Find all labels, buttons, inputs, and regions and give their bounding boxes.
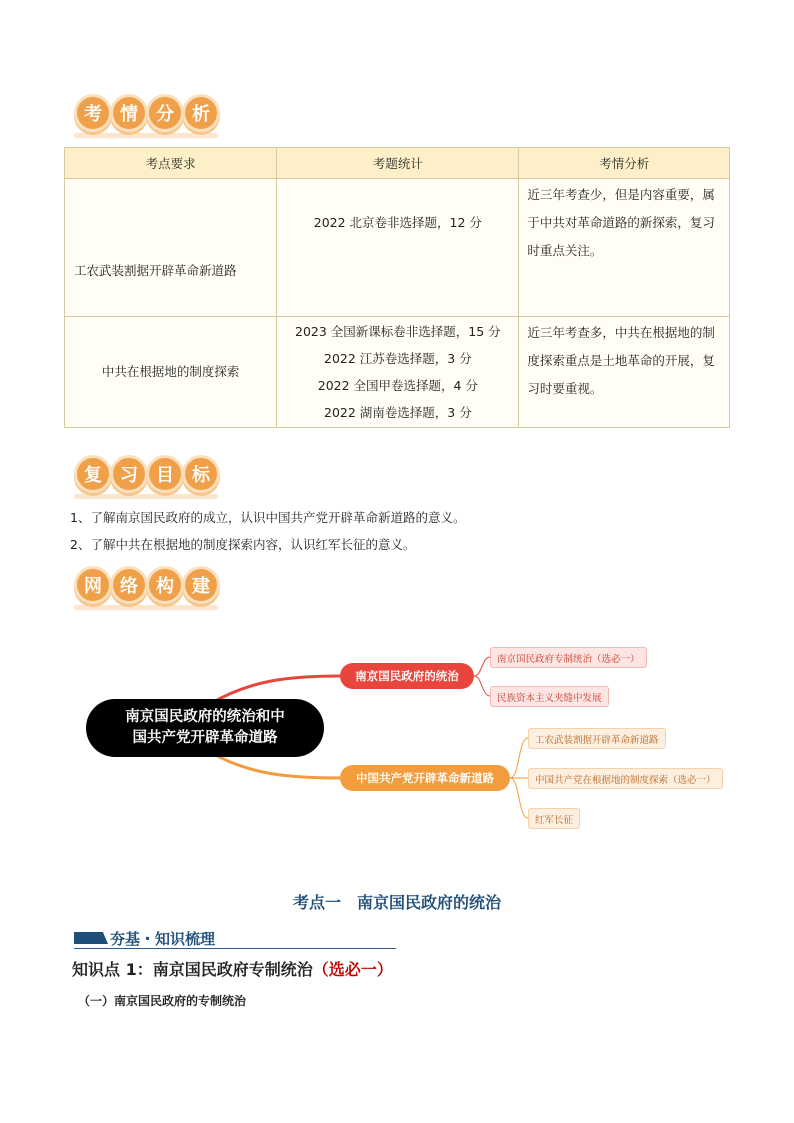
heading-char: 复: [74, 455, 112, 493]
objective-item: 1、了解南京国民政府的成立，认识中国共产党开辟革命新道路的意义。: [70, 510, 466, 525]
table-cell-req: 中共在根据地的制度探索: [65, 317, 277, 428]
mindmap-root-line: 国共产党开辟革命道路: [132, 730, 278, 746]
mindmap-leaf: 民族资本主义夹缝中发展: [490, 686, 609, 707]
mindmap-leaf: 南京国民政府专制统治（选必一）: [490, 647, 647, 668]
heading-char: 建: [182, 566, 220, 604]
stat-line: 2022 湖南卷选择题，3 分: [324, 405, 472, 420]
heading-char: 目: [146, 455, 184, 493]
table-cell-req: 工农武装割据开辟革命新道路: [65, 179, 277, 317]
mindmap-branch-orange: 中国共产党开辟革命新道路: [340, 765, 510, 791]
knowledge-point-title: [72, 957, 393, 980]
knowledge-point-main: 知识点 1：南京国民政府专制统治: [72, 960, 313, 979]
banner-text: 夯基・知识梳理: [110, 930, 216, 948]
topic-title: 考点一 南京国民政府的统治: [292, 893, 501, 912]
stat-line: 2022 全国甲卷选择题，4 分: [317, 378, 478, 393]
heading-char: 情: [110, 94, 148, 132]
table-cell-analysis: 近三年考查多，中共在根据地的制度探索重点是土地革命的开展，复习时要重视。: [519, 317, 730, 428]
table-header: 考点要求: [65, 148, 277, 179]
stat-line: 2022 江苏卷选择题，3 分: [324, 351, 472, 366]
objective-item: 2、了解中共在根据地的制度探索内容，认识红军长征的意义。: [70, 537, 416, 552]
heading-char: 分: [146, 94, 184, 132]
heading-char: 标: [182, 455, 220, 493]
stat-line: 2022 北京卷非选择题，12 分: [313, 215, 482, 230]
mindmap-branch-red: 南京国民政府的统治: [340, 663, 474, 689]
mindmap-leaf: 中国共产党在根据地的制度探索（选必一）: [528, 768, 723, 789]
knowledge-point-tag: （选必一）: [312, 960, 393, 979]
table-header: 考情分析: [519, 148, 730, 179]
section-banner: [74, 928, 396, 949]
mindmap-root: [86, 699, 324, 757]
heading-char: 考: [74, 94, 112, 132]
banner-tag-shape: [74, 932, 108, 944]
heading-char: 构: [146, 566, 184, 604]
stat-line: 2023 全国新课标卷非选择题，15 分: [295, 324, 501, 339]
subheading: （一）南京国民政府的专制统治: [78, 994, 247, 1008]
heading-char: 析: [182, 94, 220, 132]
mindmap-root-line: 南京国民政府的统治和中: [125, 709, 285, 725]
heading-char: 络: [110, 566, 148, 604]
mindmap-leaf: 红军长征: [528, 808, 580, 829]
heading-char: 网: [74, 566, 112, 604]
table-header: 考题统计: [277, 148, 519, 179]
mindmap-leaf: 工农武装割据开辟革命新道路: [528, 728, 666, 749]
table-cell-analysis: 近三年考查少，但是内容重要，属于中共对革命道路的新探索，复习时重点关注。: [519, 179, 730, 317]
heading-char: 习: [110, 455, 148, 493]
